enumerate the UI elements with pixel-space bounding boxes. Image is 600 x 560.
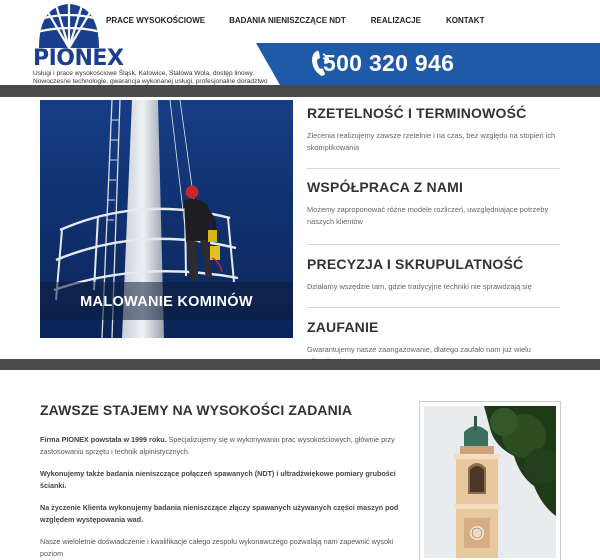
feature-item-precyzja — [307, 256, 560, 293]
brand-tagline — [33, 70, 273, 86]
brand-name[interactable]: PIONEX — [33, 46, 124, 71]
feature-description: Działamy wszędzie tam, gdzie tradycyjne techniki nie sprawdzają się — [307, 282, 532, 291]
nav-item-badania-ndt[interactable]: BADANIA NIENISZCZĄCE NDT — [229, 16, 346, 25]
nav-item-prace-wysokosciowe[interactable]: PRACE WYSOKOŚCIOWE — [106, 16, 206, 25]
feature-title: RZETELNOŚĆ I TERMINOWOŚĆ — [307, 105, 527, 121]
feature-description: Zlecenia realizujemy zawsze rzetelnie i na czas, bez względu na stopień ich skomplikowania — [307, 131, 556, 152]
phone-number-link[interactable]: 500 320 946 — [323, 50, 455, 76]
feature-section — [0, 97, 600, 359]
church-tower-illustration — [424, 406, 556, 558]
hero-image[interactable] — [40, 100, 293, 338]
feature-item-rzetelnosc — [307, 105, 560, 154]
about-ndt: Wykonujemy także badania nieniszczące połączeń spawanych (NDT) i ultradźwiękowe pomiary grubości ścianki. — [40, 469, 396, 490]
about-section — [0, 370, 600, 560]
church-tower-photo[interactable] — [420, 402, 560, 560]
feature-title: ZAUFANIE — [307, 319, 379, 335]
feature-divider — [307, 168, 560, 169]
feature-item-wspolpraca — [307, 179, 560, 228]
feature-divider — [307, 307, 560, 308]
feature-description: Możemy zaproponować różne modele rozliczeń, uwzględniające potrzeby naszych klientów — [307, 205, 549, 226]
feature-description: Gwarantujemy nasze zaangażowanie, dlatego zaufało nam już wielu — [307, 345, 531, 354]
nav-item-realizacje[interactable]: REALIZACJE — [370, 16, 421, 25]
tagline-line-2: Nowoczesne technologie, gwarancja wykonanej usługi, profesjonalne doradztwo — [33, 78, 268, 85]
about-title: ZAWSZE STAJEMY NA WYSOKOŚCI ZADANIA — [40, 402, 353, 418]
hero-caption[interactable]: MALOWANIE KOMINÓW — [80, 294, 253, 310]
nav-item-kontakt[interactable]: KONTAKT — [445, 16, 485, 25]
header-divider-bar — [0, 85, 600, 97]
about-paragraph-3 — [40, 502, 400, 525]
about-weld-testing: Na życzenie Klienta wykonujemy badania nieniszczące złączy spawanych używanych części maszyn pod względem występowania wad. — [40, 503, 399, 524]
about-founded: Firma PIONEX powstała w 1999 roku. — [40, 435, 167, 444]
section-divider-bar — [0, 359, 600, 370]
site-header — [0, 0, 600, 88]
tagline-line-1: Usługi i prace wysokościowe Śląsk, Katowice, Stalowa Wola, dostęp linowy. — [33, 70, 255, 77]
feature-title: PRECYZJA I SKRUPULATNOŚĆ — [307, 256, 524, 272]
about-paragraph-2 — [40, 468, 400, 491]
main-nav — [106, 16, 484, 25]
about-specialization: Specjalizujemy się w wykonywaniu prac wysokościowych, głównie przy zastosowaniu sprzętu i technik alpinistycznych. — [40, 435, 395, 456]
about-paragraph-1 — [40, 434, 400, 457]
feature-divider — [307, 244, 560, 245]
about-text — [40, 434, 400, 560]
about-paragraph-4: Nasze wieloletnie doświadczenie i kwalifikacje całego zespołu wykonawczego pozwalają nam zapewnić wysoki poziom — [40, 537, 394, 558]
feature-title: WSPÓŁPRACA Z NAMI — [307, 179, 464, 195]
